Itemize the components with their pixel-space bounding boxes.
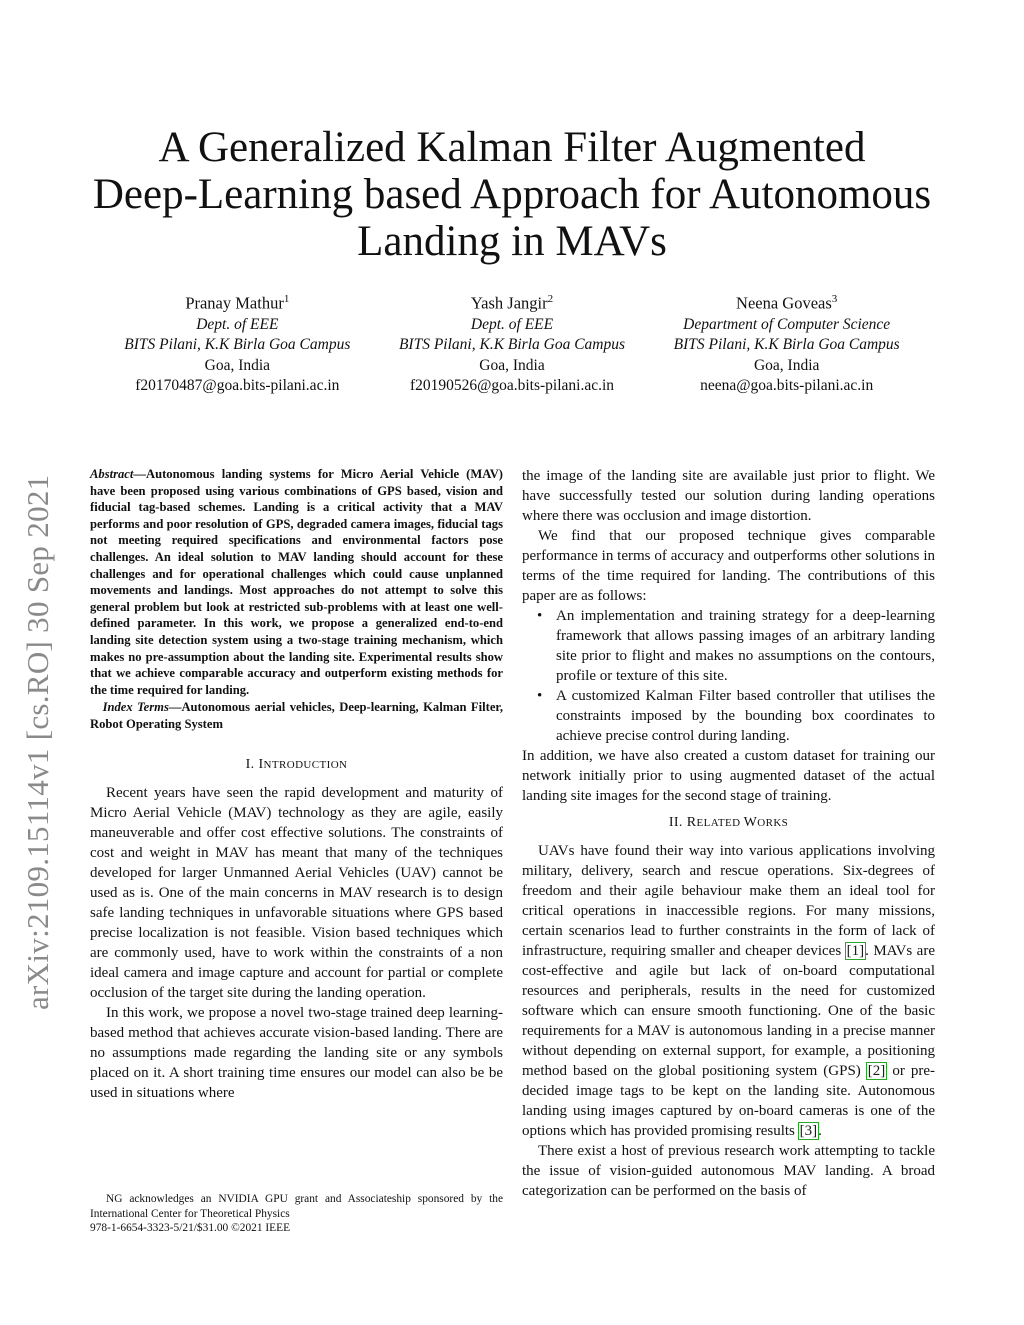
footnote-copyright: 978-1-6654-3323-5/21/$31.00 ©2021 IEEE bbox=[90, 1222, 291, 1235]
author-location: Goa, India bbox=[479, 356, 545, 374]
left-column bbox=[90, 466, 503, 1103]
author-dept: Department of Computer Science bbox=[683, 315, 891, 333]
author-institution: BITS Pilani, K.K Birla Goa Campus bbox=[398, 336, 626, 353]
contribution-list bbox=[522, 606, 935, 746]
author-location: Goa, India bbox=[753, 356, 820, 374]
author-email: f20190526@goa.bits-pilani.ac.in bbox=[409, 377, 615, 394]
title-line: Deep-Learning based Approach for Autonomous bbox=[92, 171, 932, 218]
author-affil-mark: 3 bbox=[831, 293, 838, 305]
section-heading-related-works: II. RELATED WORKS bbox=[668, 815, 789, 830]
right-column bbox=[522, 466, 935, 1201]
author-3 bbox=[649, 288, 924, 397]
author-affil-mark: 1 bbox=[283, 293, 290, 305]
author-name: Neena Goveas bbox=[736, 293, 832, 313]
paper-title bbox=[60, 124, 964, 265]
author-dept: Dept. of EEE bbox=[470, 315, 554, 333]
footnote-acknowledgement: NG acknowledges an NVIDIA GPU grant and Associateship sponsored by the International Center for Theoretical Physics bbox=[90, 1193, 503, 1220]
paragraph: There exist a host of previous research work attempting to tackle the issue of vision-guided autonomous MAV landing. A broad categorization can be performed on the basis of bbox=[522, 1143, 935, 1199]
abstract-text: —Autonomous landing systems for Micro Aerial Vehicle (MAV) have been proposed using various combinations of GPS based, vision and fiducial tag-based schemes. Landing is a critical activity that a MAV performs and poor resolution of GPS, degraded camera images, fiducial tags not meeting required specifications and environmental factors pose challenges. An ideal solution to MAV landing should account for these challenges and for operational challenges which could cause unplanned movements and landings. Most approaches do not attempt to solve this general problem but look at restricted sub-problems with at least one well-defined parameter. In this work, we propose a generalized end-to-end landing site detection system using a two-stage training mechanism, which makes no pre-assumption about the landing site. Experimental results show that we achieve comparable accuracy and outperform existing methods for the time required for landing. bbox=[90, 467, 503, 697]
paragraph: In this work, we propose a novel two-stage trained deep learning-based method that achieves accurate vision-based landing. There are no assumptions made regarding the landing site or any symbols placed on it. A short training time ensures our model can also be be used in situations where bbox=[90, 1004, 503, 1101]
paragraph: the image of the landing site are available just prior to flight. We have successfully tested our solution during landing operations where there was occlusion and image distortion. bbox=[522, 468, 935, 524]
paragraph: In addition, we have also created a custom dataset for training our network initially prior to using augmented dataset of the actual landing site images for the second stage of training. bbox=[522, 748, 935, 804]
citation-link[interactable]: [1] bbox=[846, 943, 865, 959]
index-terms-text: —Autonomous aerial vehicles, Deep-learning, Kalman Filter, Robot Operating System bbox=[90, 700, 503, 731]
citation-link[interactable]: [2] bbox=[867, 1063, 886, 1079]
index-terms bbox=[90, 699, 503, 732]
author-dept: Dept. of EEE bbox=[196, 315, 279, 333]
section-heading-introduction: I. INTRODUCTION bbox=[245, 756, 348, 772]
author-2 bbox=[375, 288, 650, 397]
title-line: A Generalized Kalman Filter Augmented bbox=[158, 124, 866, 171]
author-affil-mark: 2 bbox=[547, 293, 554, 305]
author-1 bbox=[100, 288, 375, 397]
list-item: • A customized Kalman Filter based controller that utilises the constraints imposed by the bounding box coordinates to achieve precise control during landing. bbox=[556, 686, 935, 746]
author-name: Yash Jangir bbox=[470, 293, 548, 313]
author-email: neena@goa.bits-pilani.ac.in bbox=[700, 377, 874, 394]
paragraph: UAVs have found their way into various applications involving military, delivery, search and rescue operations. Six-degrees of freedom and their agile behaviour make them an ideal tool for critical operations in inaccessible regions. For many missions, certain scenarios lead to further constraints in the form of lack of infrastructure, requiring smaller and cheaper devices [1]. MAVs are cost-effective and agile but lack of on-board computational resources and peripherals, results in the need for customized software which can ensure smooth functioning. One of the basic requirements for a MAV is autonomous landing in a precise manner without depending on external support, for example, a positioning method based on the global positioning system (GPS) [2] or pre-decided image tags to be kept on the landing site. Autonomous landing using images captured by on-board cameras is one of the options which has provided promising results [3]. bbox=[522, 843, 935, 1139]
author-location: Goa, India bbox=[204, 356, 271, 374]
author-institution: BITS Pilani, K.K Birla Goa Campus bbox=[124, 336, 351, 353]
paragraph: Recent years have seen the rapid development and maturity of Micro Aerial Vehicle (MAV) technology as they are agile, easily maneuverable and offer cost effective solutions. The constraints of cost and weight in MAV has meant that many of the techniques developed for larger Unmanned Aerial Vehicles (UAV) cannot be used as is. One of the main concerns in MAV research is to design safe landing techniques in unfavorable situations where GPS based precise localization is not feasible. Vision based techniques which are commonly used, have to work within the constraints of a non ideal camera and image capture and account for partial or complete occlusion of the target site during the landing operation. bbox=[90, 784, 503, 1001]
list-item: • An implementation and training strategy for a deep-learning framework that allows passing images of an arbitrary landing site prior to flight and makes no assumptions on the contours, profile or texture of this site. bbox=[556, 606, 935, 686]
citation-link[interactable]: [3] bbox=[799, 1123, 818, 1139]
author-email: f20170487@goa.bits-pilani.ac.in bbox=[135, 377, 340, 394]
abstract bbox=[90, 466, 503, 698]
title-line: Landing in MAVs bbox=[357, 218, 667, 265]
author-institution: BITS Pilani, K.K Birla Goa Campus bbox=[673, 336, 900, 353]
paragraph: We find that our proposed technique gives comparable performance in terms of accuracy and outperforms other solutions in terms of the time required for landing. The contributions of this paper are as follows: bbox=[522, 528, 935, 604]
author-name: Pranay Mathur bbox=[185, 293, 284, 313]
arxiv-id: arXiv:2109.15114v1 [cs.RO] 30 Sep 2021 bbox=[20, 474, 55, 1010]
footnote bbox=[90, 1192, 503, 1236]
author-block bbox=[100, 288, 924, 397]
abstract-label: Abstract bbox=[90, 467, 134, 481]
index-terms-label: Index Terms bbox=[102, 700, 169, 715]
